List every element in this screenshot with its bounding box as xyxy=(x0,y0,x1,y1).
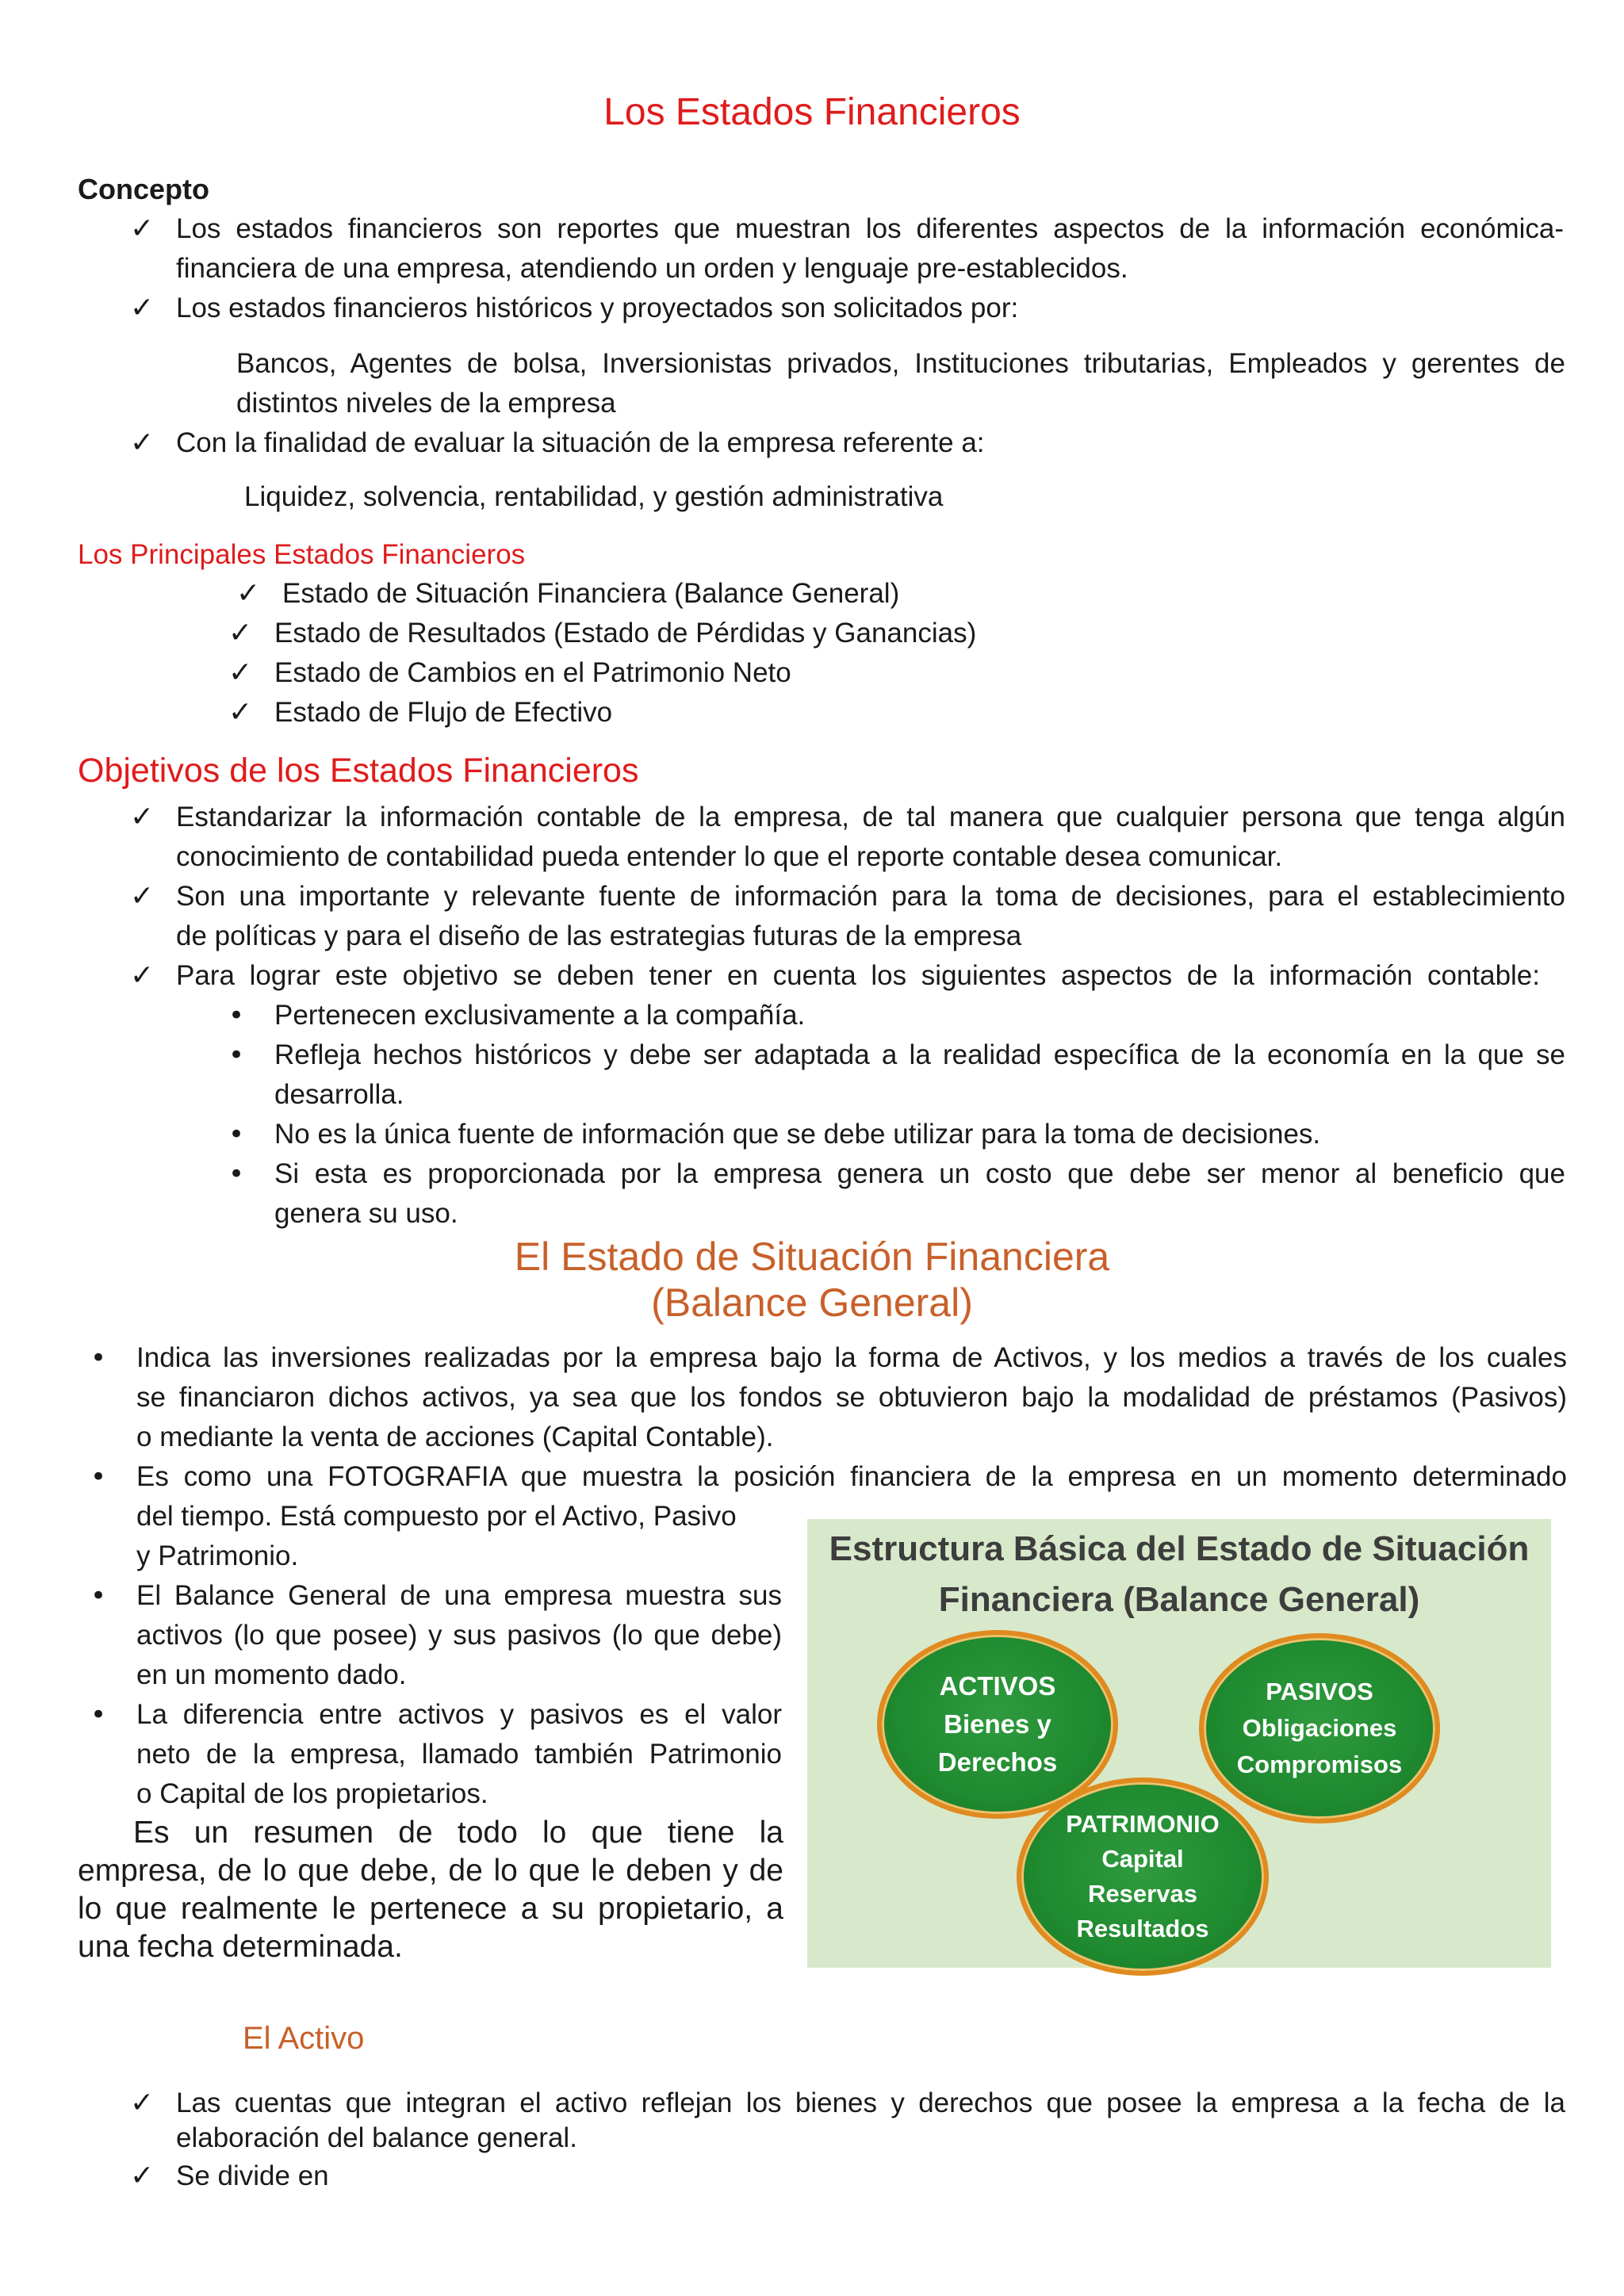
balance-structure-diagram xyxy=(807,1519,1551,1968)
resumen-line-4: una fecha determinada. xyxy=(78,1930,403,1964)
pasivos-ellipse xyxy=(1199,1633,1440,1823)
situacion-bullet-2-end: y Patrimonio. xyxy=(136,1540,299,1571)
situacion-bullet-3: • El Balance General de una empresa muestra sus xyxy=(136,1576,782,1616)
situacion-bullet-3-end: en un momento dado. xyxy=(136,1659,407,1690)
activo-item-1-cont: elaboración del balance general. xyxy=(176,2122,577,2153)
concepto-item-2: ✓ Los estados financieros históricos y proyectados son solicitados por: xyxy=(176,289,1018,328)
pasivos-label: PASIVOS xyxy=(1266,1678,1373,1705)
activos-line-3: Derechos xyxy=(937,1747,1058,1777)
activo-item-1: ✓ Las cuentas que integran el activo reflejan los bienes y derechos que posee la empresa a la fecha de la xyxy=(176,2084,1565,2123)
solicitantes-text-cont: distintos niveles de la empresa xyxy=(236,388,616,419)
concepto-item-1-cont: financiera de una empresa, atendiendo un orden y lenguaje pre-establecidos. xyxy=(176,253,1128,284)
situacion-bullet-1-cont: se financiaron dichos activos, ya sea que los fondos se obtuvieron bajo la modalidad de préstamos (Pasivos) xyxy=(136,1382,1567,1413)
finalidad-item: ✓ Con la finalidad de evaluar la situación de la empresa referente a: xyxy=(176,423,985,463)
pasivos-line-3: Compromisos xyxy=(1236,1751,1403,1778)
objetivos-item-2: ✓ Son una importante y relevante fuente de información para la toma de decisiones, para el establecimiento xyxy=(176,877,1565,916)
pasivos-line-2: Obligaciones xyxy=(1242,1714,1397,1742)
situacion-bullet-4-end: o Capital de los propietarios. xyxy=(136,1778,488,1809)
situacion-bullet-1-end: o mediante la venta de acciones (Capital Contable). xyxy=(136,1422,774,1452)
diagram-title xyxy=(807,1524,1551,1625)
situacion-heading-sub: (Balance General) xyxy=(651,1280,973,1325)
situacion-bullet-4-cont: neto de la empresa, llamado también Patrimonio xyxy=(136,1739,782,1770)
situacion-bullet-2: • Es como una FOTOGRAFIA que muestra la posición financiera de la empresa en un momento determinado xyxy=(136,1457,1567,1497)
objetivos-item-2-cont: de políticas y para el diseño de las estrategias futuras de la empresa xyxy=(176,920,1022,951)
objetivos-subitem-3: • No es la única fuente de información que se debe utilizar para la toma de decisiones. xyxy=(274,1115,1320,1154)
objetivos-heading: Objetivos de los Estados Financieros xyxy=(78,752,639,790)
diagram-title-line-2: Financiera (Balance General) xyxy=(938,1580,1420,1619)
activos-label: ACTIVOS xyxy=(939,1671,1056,1701)
objetivos-item-1-cont: conocimiento de contabilidad pueda entender lo que el reporte contable desea comunicar. xyxy=(176,841,1283,872)
aspectos-text: Liquidez, solvencia, rentabilidad, y gestión administrativa xyxy=(244,481,944,512)
objetivos-item-1: ✓ Estandarizar la información contable de la empresa, de tal manera que cualquier persona que tenga algún xyxy=(176,798,1565,837)
situacion-bullet-2-cont: del tiempo. Está compuesto por el Activo, Pasivo xyxy=(136,1501,737,1532)
patrimonio-label: PATRIMONIO xyxy=(1066,1810,1220,1838)
patrimonio-line-4: Resultados xyxy=(1076,1915,1209,1942)
resumen-line-1: Es un resumen de todo lo que tiene la xyxy=(133,1816,783,1850)
page-title: Los Estados Financieros xyxy=(603,91,1021,133)
objetivos-subitem-2: • Refleja hechos históricos y debe ser adaptada a la realidad específica de la economía en la que se xyxy=(274,1035,1565,1075)
activos-line-2: Bienes y xyxy=(944,1709,1051,1739)
resumen-line-3: lo que realmente le pertenece a su propietario, a xyxy=(78,1892,783,1926)
objetivos-subitem-1: • Pertenecen exclusivamente a la compañía. xyxy=(274,996,805,1035)
activo-item-2: ✓ Se divide en xyxy=(176,2156,329,2196)
principales-heading: Los Principales Estados Financieros xyxy=(78,539,526,570)
situacion-bullet-3-cont: activos (lo que posee) y sus pasivos (lo que debe) xyxy=(136,1620,782,1651)
objetivos-subitem-2-cont: desarrolla. xyxy=(274,1079,404,1110)
activo-heading: El Activo xyxy=(243,2021,365,2056)
principales-item-4: ✓ Estado de Flujo de Efectivo xyxy=(274,693,612,733)
patrimonio-line-2: Capital xyxy=(1101,1845,1184,1873)
solicitantes-text: Bancos, Agentes de bolsa, Inversionistas privados, Instituciones tributarias, Empleados y gerentes de xyxy=(236,348,1565,379)
diagram-title-line-1: Estructura Básica del Estado de Situación xyxy=(829,1529,1530,1568)
principales-item-1: ✓ Estado de Situación Financiera (Balance General) xyxy=(282,574,899,614)
situacion-heading: El Estado de Situación Financiera xyxy=(514,1234,1110,1279)
concepto-item-1: ✓ Los estados financieros son reportes que muestran los diferentes aspectos de la información económica- xyxy=(176,209,1564,249)
objetivos-item-3: ✓ Para lograr este objetivo se deben tener en cuenta los siguientes aspectos de la información contable: xyxy=(176,956,1540,996)
principales-item-2: ✓ Estado de Resultados (Estado de Pérdidas y Ganancias) xyxy=(274,614,976,653)
patrimonio-ellipse xyxy=(1017,1777,1269,1976)
concepto-heading: Concepto xyxy=(78,173,209,205)
objetivos-subitem-4: • Si esta es proporcionada por la empresa genera un costo que debe ser menor al beneficio que xyxy=(274,1154,1565,1194)
resumen-line-2: empresa, de lo que debe, de lo que le deben y de xyxy=(78,1854,783,1888)
objetivos-subitem-4-cont: genera su uso. xyxy=(274,1198,458,1229)
patrimonio-line-3: Reservas xyxy=(1088,1880,1197,1908)
situacion-bullet-4: • La diferencia entre activos y pasivos es el valor xyxy=(136,1695,782,1735)
principales-item-3: ✓ Estado de Cambios en el Patrimonio Neto xyxy=(274,653,791,693)
situacion-bullet-1: • Indica las inversiones realizadas por la empresa bajo la forma de Activos, y los medios a través de los cuales xyxy=(136,1338,1567,1378)
